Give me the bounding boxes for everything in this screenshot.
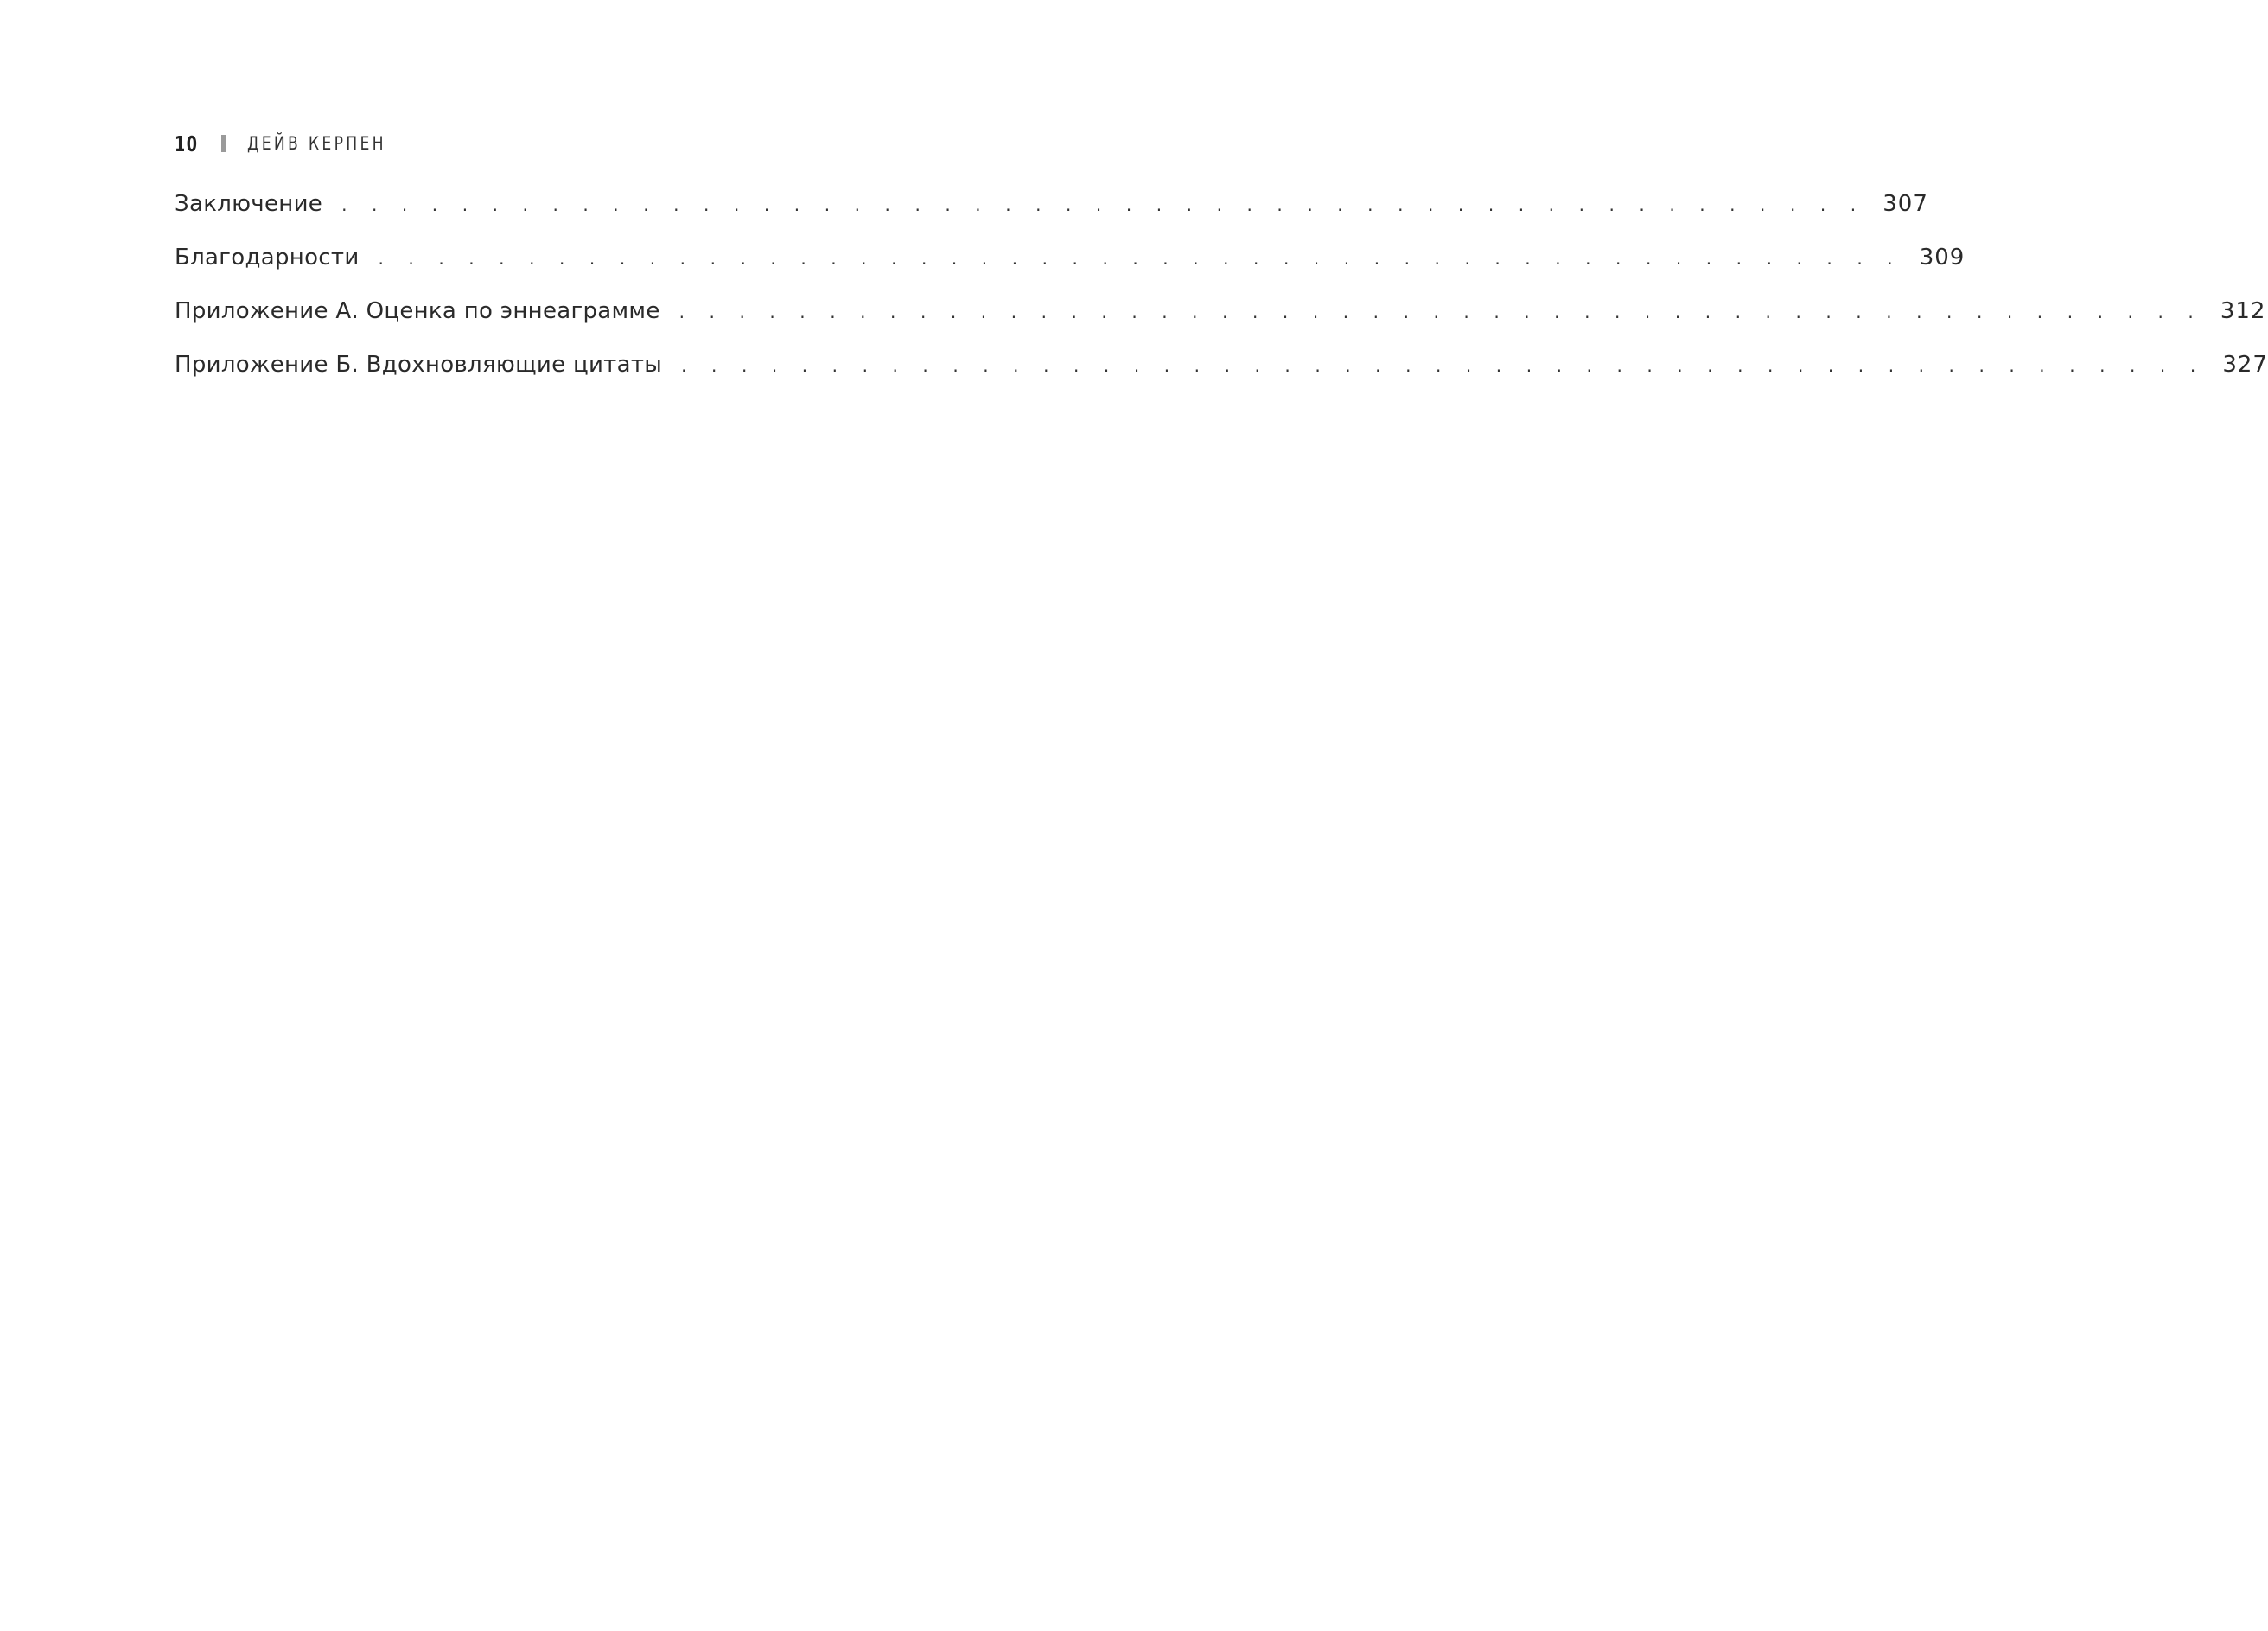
toc-entry-page: 309: [1919, 245, 1965, 271]
toc-dot-leader: . . . . . . . . . . . . . . . . . . . . . . . . . . . . . . . . . . . . . . . . . . . . . . . . . . .: [378, 248, 1902, 269]
page-number: 10: [175, 131, 199, 156]
toc-dot-leader: . . . . . . . . . . . . . . . . . . . . . . . . . . . . . . . . . . . . . . . . . . . . . . . . . . .: [678, 302, 2203, 322]
table-of-contents: [175, 188, 2268, 403]
toc-entry-page: 312: [2220, 298, 2266, 324]
toc-entry-title: Благодарности: [175, 245, 360, 271]
author-name: ДЕЙВ КЕРПЕН: [247, 133, 386, 154]
toc-entry-title: Приложение А. Оценка по эннеаграмме: [175, 298, 660, 324]
toc-entry: [175, 242, 1965, 296]
header-separator: [221, 135, 226, 152]
toc-entry-title: Заключение: [175, 191, 323, 217]
toc-entry-title: Приложение Б. Вдохновляющие цитаты: [175, 352, 663, 378]
toc-entry: [175, 188, 1928, 242]
toc-dot-leader: . . . . . . . . . . . . . . . . . . . . . . . . . . . . . . . . . . . . . . . . . . . . . . . . . . .: [681, 355, 2206, 376]
toc-entry-page: 307: [1883, 191, 1928, 217]
running-header: [175, 128, 417, 159]
toc-entry-page: 327: [2222, 352, 2268, 378]
toc-entry: [175, 296, 2266, 349]
toc-dot-leader: . . . . . . . . . . . . . . . . . . . . . . . . . . . . . . . . . . . . . . . . . . . . . . . . . . .: [341, 194, 1866, 215]
toc-entry: [175, 349, 2268, 403]
